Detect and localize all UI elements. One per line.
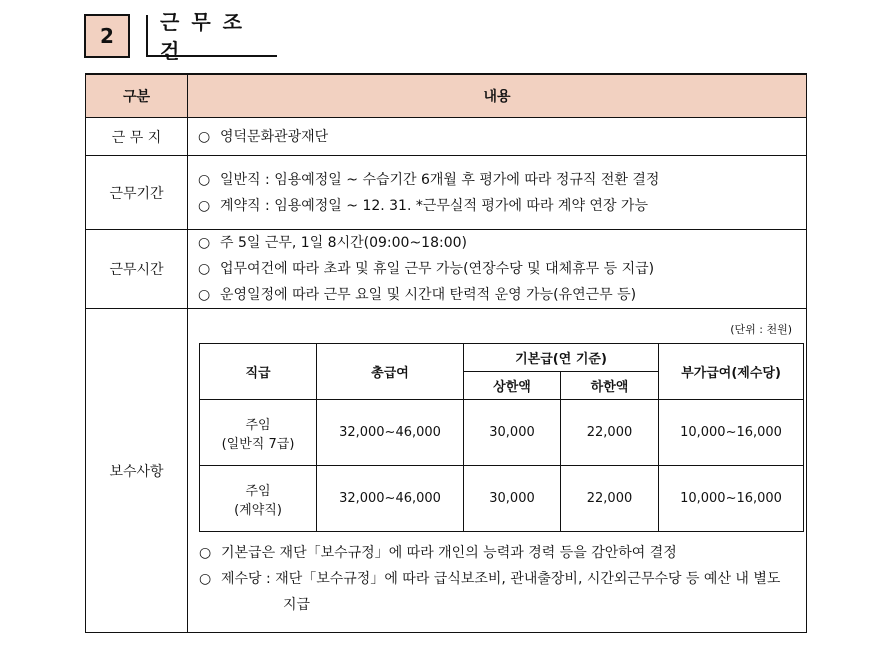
- bullet-icon: ○: [199, 545, 212, 561]
- pay-note: 제수당 : 재단「보수규정」에 따라 급식보조비, 관내출장비, 시간외근무수당 등 예산 내 별도: [221, 571, 781, 587]
- period-item: 일반직 : 임용예정일 ~ 수습기간 6개월 후 평가에 따라 정규직 전환 결정: [220, 171, 660, 188]
- grade-cell: [200, 400, 317, 466]
- header-base: 기본급(연 기준): [464, 344, 659, 372]
- label-period: 근무기간: [86, 156, 188, 230]
- header-category: 구분: [86, 74, 188, 118]
- total-cell: 32,000~46,000: [317, 400, 464, 466]
- table-header-row: [86, 74, 807, 118]
- bullet-icon: ○: [198, 197, 211, 214]
- grade-sub: (일반직 7급): [221, 436, 295, 452]
- total-cell: 32,000~46,000: [317, 466, 464, 532]
- pay-note: 기본급은 재단「보수규정」에 따라 개인의 능력과 경력 등을 감안하여 결정: [221, 545, 677, 561]
- conditions-table: [85, 73, 807, 633]
- content-hours: [188, 230, 807, 309]
- label-workplace: 근 무 지: [86, 118, 188, 156]
- period-item: 계약직 : 임용예정일 ~ 12. 31. *근무실적 평가에 따라 계약 연장 가능: [220, 197, 648, 214]
- bullet-icon: ○: [199, 571, 212, 587]
- content-pay: [188, 309, 807, 633]
- salary-table: [199, 343, 804, 532]
- workplace-text: 영덕문화관광재단: [220, 128, 329, 145]
- section-title: 근무조건: [146, 15, 277, 57]
- upper-cell: 30,000: [464, 400, 561, 466]
- grade-name: 주임: [245, 417, 271, 433]
- header-content: 내용: [188, 74, 807, 118]
- table-row: [200, 400, 804, 466]
- bullet-icon: ○: [198, 261, 211, 277]
- hours-item: 운영일정에 따라 근무 요일 및 시간대 탄력적 운영 가능(유연근무 등): [220, 287, 637, 303]
- lower-cell: 22,000: [561, 400, 659, 466]
- table-row: [200, 466, 804, 532]
- upper-cell: 30,000: [464, 466, 561, 532]
- pay-note-continuation: 지급: [283, 597, 311, 613]
- unit-note: (단위 : 천원): [730, 323, 792, 336]
- pay-notes: [199, 532, 800, 632]
- bullet-icon: ○: [198, 128, 211, 145]
- hours-item: 업무여건에 따라 초과 및 휴일 근무 가능(연장수당 및 대체휴무 등 지급): [220, 261, 655, 277]
- extra-cell: 10,000~16,000: [659, 400, 804, 466]
- grade-name: 주임: [245, 483, 271, 499]
- lower-cell: 22,000: [561, 466, 659, 532]
- row-workplace: [86, 118, 807, 156]
- header-total: 총급여: [317, 344, 464, 400]
- bullet-icon: ○: [198, 171, 211, 188]
- section-number: 2: [84, 14, 130, 58]
- bullet-icon: ○: [198, 287, 211, 303]
- header-grade: 직급: [200, 344, 317, 400]
- salary-header-row: [200, 344, 804, 372]
- grade-sub: (계약직): [234, 502, 282, 518]
- extra-cell: 10,000~16,000: [659, 466, 804, 532]
- hours-item: 주 5일 근무, 1일 8시간(09:00~18:00): [220, 235, 467, 251]
- header-extra: 부가급여(제수당): [659, 344, 804, 400]
- header-lower: 하한액: [561, 372, 659, 400]
- content-workplace: [188, 118, 807, 156]
- row-period: [86, 156, 807, 230]
- row-hours: [86, 230, 807, 309]
- content-period: [188, 156, 807, 230]
- bullet-icon: ○: [198, 235, 211, 251]
- label-hours: 근무시간: [86, 230, 188, 309]
- grade-cell: [200, 466, 317, 532]
- label-pay: 보수사항: [86, 309, 188, 633]
- header-upper: 상한액: [464, 372, 561, 400]
- row-pay: [86, 309, 807, 633]
